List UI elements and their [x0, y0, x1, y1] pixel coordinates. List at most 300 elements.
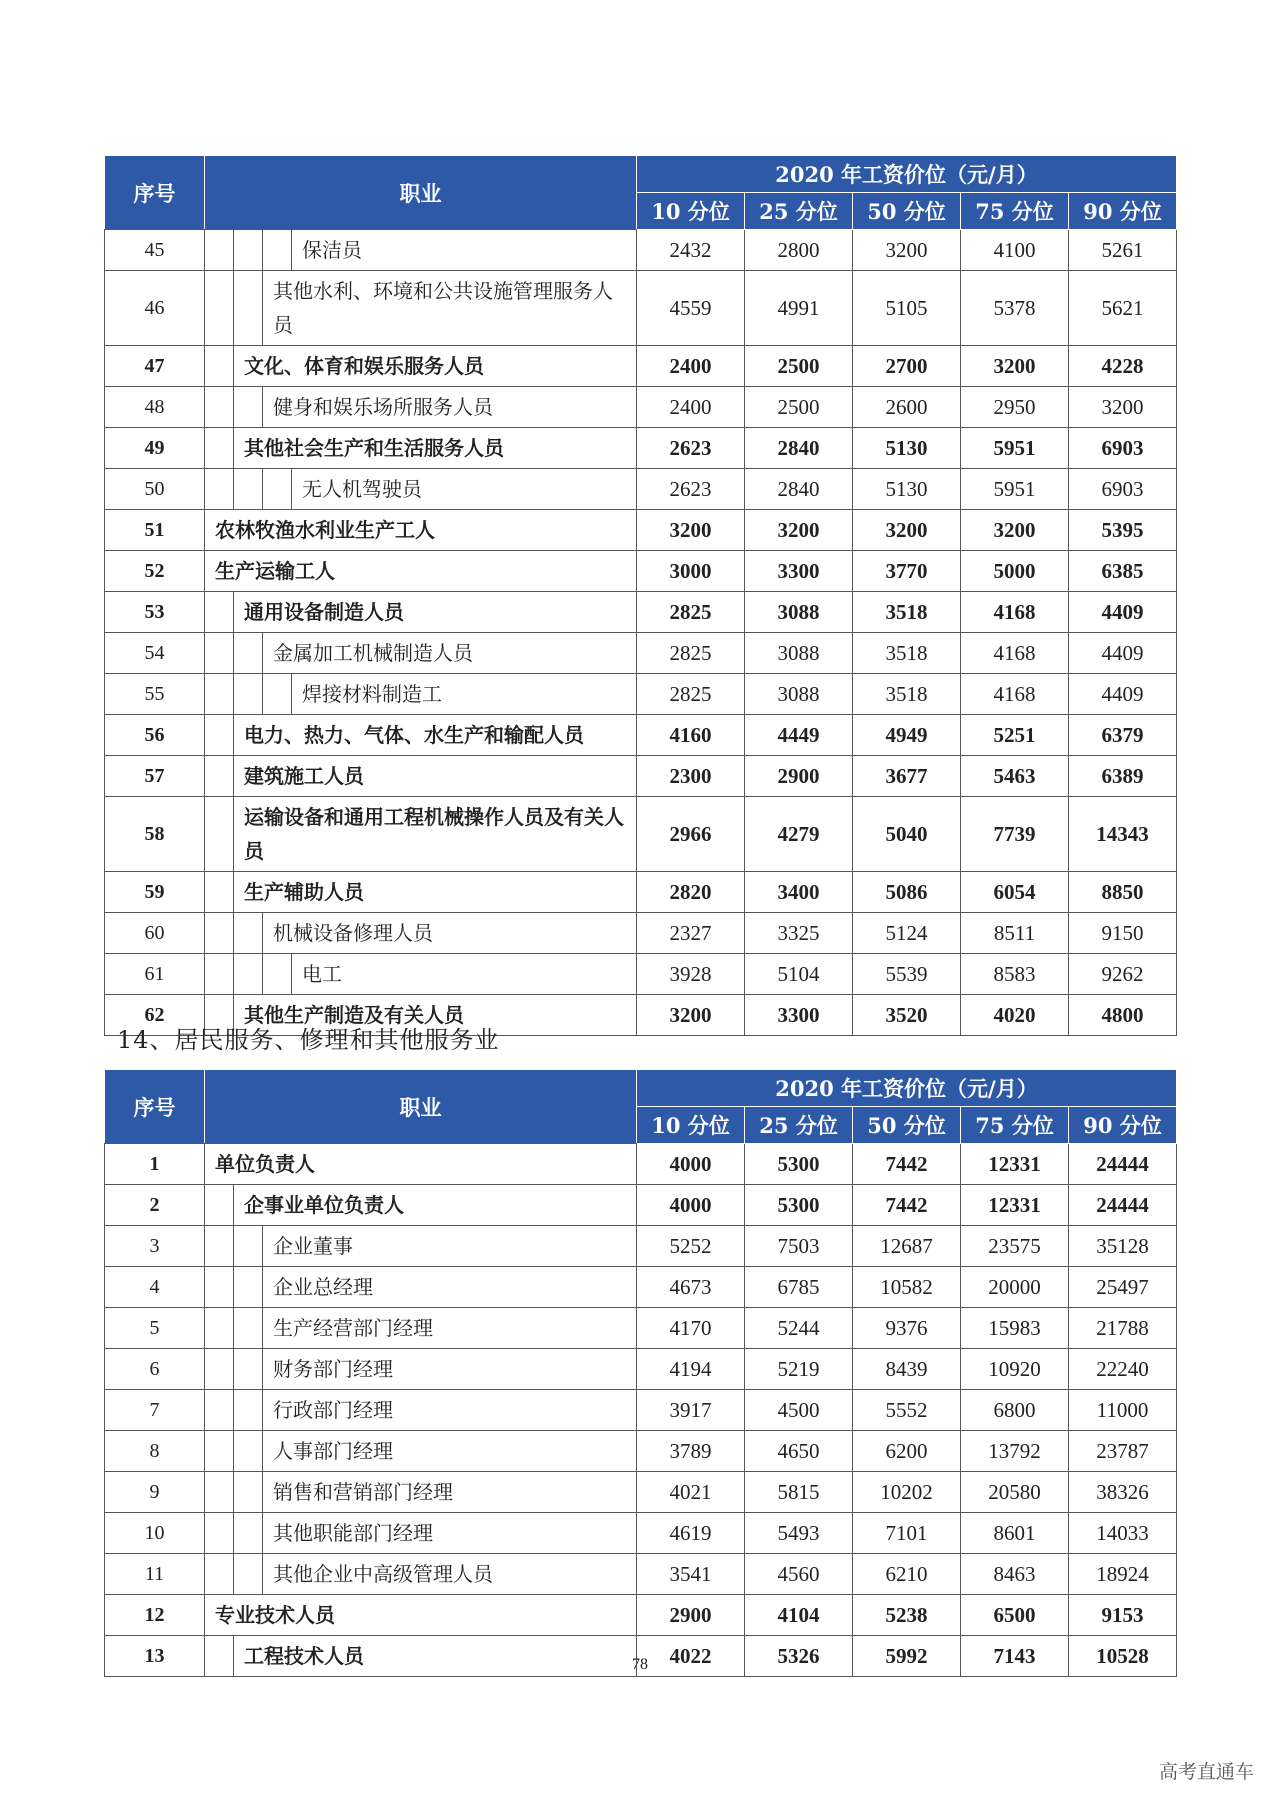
indent-rule — [205, 1390, 234, 1430]
row-p25-value: 4104 — [745, 1595, 853, 1636]
row-p10-value: 2400 — [637, 346, 745, 387]
row-seq: 45 — [105, 230, 205, 271]
row-p75-value: 4168 — [961, 592, 1069, 633]
row-p10-value: 2900 — [637, 1595, 745, 1636]
row-p75-value: 7143 — [961, 1636, 1069, 1677]
indent-rule — [205, 387, 234, 427]
row-p75-value: 6054 — [961, 872, 1069, 913]
row-p10-value: 4021 — [637, 1472, 745, 1513]
row-p10-value: 3928 — [637, 954, 745, 995]
row-p90-value: 24444 — [1069, 1144, 1177, 1185]
indent-rule — [263, 230, 292, 270]
row-occupation: 企业董事 — [273, 1234, 353, 1258]
row-occupation-cell — [205, 346, 637, 387]
row-occupation: 其他企业中高级管理人员 — [273, 1562, 493, 1586]
row-seq: 1 — [105, 1144, 205, 1185]
row-occupation: 企业总经理 — [273, 1275, 373, 1299]
row-p90-value: 10528 — [1069, 1636, 1177, 1677]
indent-rule — [234, 1554, 263, 1594]
indent-rule — [234, 1513, 263, 1553]
row-p90-value: 8850 — [1069, 872, 1177, 913]
row-p90-value: 5261 — [1069, 230, 1177, 271]
row-seq: 61 — [105, 954, 205, 995]
row-p10-value: 2825 — [637, 633, 745, 674]
row-p25-value: 5300 — [745, 1144, 853, 1185]
row-occupation-cell — [205, 715, 637, 756]
table-row — [105, 797, 1177, 872]
row-p50-value: 6210 — [853, 1554, 961, 1595]
row-p50-value: 7442 — [853, 1144, 961, 1185]
row-seq: 13 — [105, 1636, 205, 1677]
row-occupation-cell — [205, 271, 637, 346]
row-p10-value: 3789 — [637, 1431, 745, 1472]
row-p25-value: 3088 — [745, 592, 853, 633]
row-occupation: 生产辅助人员 — [244, 880, 364, 904]
row-p50-value: 5130 — [853, 428, 961, 469]
row-occupation: 通用设备制造人员 — [244, 600, 404, 624]
row-seq: 51 — [105, 510, 205, 551]
row-occupation: 健身和娱乐场所服务人员 — [273, 395, 493, 419]
row-p90-value: 38326 — [1069, 1472, 1177, 1513]
row-p90-value: 6379 — [1069, 715, 1177, 756]
table-row — [105, 428, 1177, 469]
row-p75-value: 5951 — [961, 428, 1069, 469]
indent-rule — [205, 633, 234, 673]
row-p50-value: 10202 — [853, 1472, 961, 1513]
row-p25-value: 4560 — [745, 1554, 853, 1595]
row-occupation-cell — [205, 756, 637, 797]
row-p10-value: 2400 — [637, 387, 745, 428]
row-p90-value: 14343 — [1069, 797, 1177, 872]
indent-rule — [234, 633, 263, 673]
row-p90-value: 4409 — [1069, 674, 1177, 715]
row-occupation-cell — [205, 1267, 637, 1308]
seq-header: 序号 — [105, 1070, 205, 1144]
row-p75-value: 8583 — [961, 954, 1069, 995]
wage-title-header: 2020 年工资价位（元/月） — [637, 1070, 1177, 1107]
row-occupation-cell — [205, 1226, 637, 1267]
wage-table-1 — [104, 155, 1177, 1036]
table-row — [105, 1308, 1177, 1349]
indent-rule — [205, 1513, 234, 1553]
indent-rule — [205, 469, 234, 509]
table-row — [105, 715, 1177, 756]
p90-header: 90 分位 — [1069, 1107, 1177, 1144]
table-row — [105, 1513, 1177, 1554]
row-occupation: 其他职能部门经理 — [273, 1521, 433, 1545]
row-p50-value: 5124 — [853, 913, 961, 954]
row-occupation-cell — [205, 1472, 637, 1513]
row-p10-value: 4000 — [637, 1185, 745, 1226]
indent-rule — [205, 913, 234, 953]
row-seq: 5 — [105, 1308, 205, 1349]
row-p50-value: 8439 — [853, 1349, 961, 1390]
row-p90-value: 5621 — [1069, 271, 1177, 346]
row-p75-value: 5463 — [961, 756, 1069, 797]
row-p75-value: 15983 — [961, 1308, 1069, 1349]
row-p75-value: 12331 — [961, 1185, 1069, 1226]
indent-rule — [234, 1226, 263, 1266]
row-p10-value: 3200 — [637, 995, 745, 1036]
indent-rule — [205, 954, 234, 994]
row-p25-value: 5244 — [745, 1308, 853, 1349]
indent-rule — [205, 1349, 234, 1389]
row-p10-value: 4194 — [637, 1349, 745, 1390]
indent-rule — [263, 954, 292, 994]
row-p50-value: 9376 — [853, 1308, 961, 1349]
row-p50-value: 5552 — [853, 1390, 961, 1431]
row-p75-value: 13792 — [961, 1431, 1069, 1472]
row-p75-value: 20000 — [961, 1267, 1069, 1308]
row-seq: 10 — [105, 1513, 205, 1554]
p10-header: 10 分位 — [637, 1107, 745, 1144]
row-seq: 57 — [105, 756, 205, 797]
row-p25-value: 7503 — [745, 1226, 853, 1267]
row-p10-value: 3200 — [637, 510, 745, 551]
table-row — [105, 913, 1177, 954]
table-row — [105, 230, 1177, 271]
row-p50-value: 5238 — [853, 1595, 961, 1636]
indent-rule — [205, 674, 234, 714]
row-p50-value: 3200 — [853, 230, 961, 271]
p10-header: 10 分位 — [637, 193, 745, 230]
occupation-header: 职业 — [205, 1070, 637, 1144]
row-p25-value: 3200 — [745, 510, 853, 551]
row-p75-value: 4168 — [961, 674, 1069, 715]
table-row — [105, 1144, 1177, 1185]
row-p10-value: 2432 — [637, 230, 745, 271]
indent-rule — [205, 1226, 234, 1266]
row-p25-value: 2840 — [745, 469, 853, 510]
watermark: 高考直通车 — [1158, 1761, 1254, 1783]
row-occupation: 电工 — [302, 962, 342, 986]
row-p75-value: 3200 — [961, 346, 1069, 387]
row-p10-value: 2820 — [637, 872, 745, 913]
indent-rule — [234, 1431, 263, 1471]
row-p50-value: 4949 — [853, 715, 961, 756]
row-p75-value: 8511 — [961, 913, 1069, 954]
row-p25-value: 3088 — [745, 633, 853, 674]
table-row — [105, 1595, 1177, 1636]
row-p50-value: 12687 — [853, 1226, 961, 1267]
p50-header: 50 分位 — [853, 1107, 961, 1144]
row-p10-value: 3917 — [637, 1390, 745, 1431]
row-seq: 7 — [105, 1390, 205, 1431]
row-occupation-cell — [205, 954, 637, 995]
table-row — [105, 872, 1177, 913]
row-p90-value: 4409 — [1069, 633, 1177, 674]
table-row — [105, 551, 1177, 592]
row-p25-value: 3400 — [745, 872, 853, 913]
row-seq: 62 — [105, 995, 205, 1036]
table-row — [105, 633, 1177, 674]
indent-rule — [234, 674, 263, 714]
row-occupation: 保洁员 — [302, 238, 362, 262]
indent-rule — [205, 1636, 234, 1676]
row-p90-value: 4409 — [1069, 592, 1177, 633]
row-p50-value: 2700 — [853, 346, 961, 387]
wage-title-header: 2020 年工资价位（元/月） — [637, 156, 1177, 193]
p50-header: 50 分位 — [853, 193, 961, 230]
indent-rule — [205, 1185, 234, 1225]
row-occupation: 机械设备修理人员 — [273, 921, 433, 945]
p25-header: 25 分位 — [745, 1107, 853, 1144]
row-p90-value: 6903 — [1069, 428, 1177, 469]
row-p50-value: 3518 — [853, 674, 961, 715]
row-occupation-cell — [205, 633, 637, 674]
row-p90-value: 25497 — [1069, 1267, 1177, 1308]
table-row — [105, 592, 1177, 633]
row-p25-value: 5815 — [745, 1472, 853, 1513]
table-row — [105, 674, 1177, 715]
table-row — [105, 954, 1177, 995]
row-seq: 55 — [105, 674, 205, 715]
row-p50-value: 5105 — [853, 271, 961, 346]
row-p25-value: 5493 — [745, 1513, 853, 1554]
row-p50-value: 7101 — [853, 1513, 961, 1554]
row-p50-value: 3677 — [853, 756, 961, 797]
indent-rule — [234, 1267, 263, 1307]
table-row — [105, 1226, 1177, 1267]
indent-rule — [205, 346, 234, 386]
indent-rule — [205, 872, 234, 912]
row-p75-value: 5378 — [961, 271, 1069, 346]
row-p10-value: 2623 — [637, 428, 745, 469]
row-p90-value: 18924 — [1069, 1554, 1177, 1595]
row-p75-value: 20580 — [961, 1472, 1069, 1513]
indent-rule — [205, 1472, 234, 1512]
indent-rule — [234, 469, 263, 509]
row-p90-value: 35128 — [1069, 1226, 1177, 1267]
row-p25-value: 2500 — [745, 346, 853, 387]
row-p90-value: 4800 — [1069, 995, 1177, 1036]
indent-rule — [234, 954, 263, 994]
indent-rule — [234, 1390, 263, 1430]
row-p25-value: 3300 — [745, 995, 853, 1036]
row-occupation: 工程技术人员 — [244, 1644, 364, 1668]
row-p50-value: 3520 — [853, 995, 961, 1036]
indent-rule — [234, 913, 263, 953]
row-p75-value: 5000 — [961, 551, 1069, 592]
row-p75-value: 5251 — [961, 715, 1069, 756]
indent-rule — [234, 1349, 263, 1389]
row-p50-value: 7442 — [853, 1185, 961, 1226]
row-occupation-cell — [205, 1636, 637, 1677]
row-p50-value: 6200 — [853, 1431, 961, 1472]
row-p50-value: 5130 — [853, 469, 961, 510]
row-occupation-cell — [205, 1308, 637, 1349]
table-row — [105, 1267, 1177, 1308]
row-p75-value: 2950 — [961, 387, 1069, 428]
row-occupation-cell — [205, 913, 637, 954]
row-occupation-cell — [205, 230, 637, 271]
p90-header: 90 分位 — [1069, 193, 1177, 230]
row-seq: 52 — [105, 551, 205, 592]
indent-rule — [234, 1472, 263, 1512]
row-p75-value: 6500 — [961, 1595, 1069, 1636]
row-occupation-cell — [205, 1144, 637, 1185]
row-p10-value: 3541 — [637, 1554, 745, 1595]
row-p10-value: 4619 — [637, 1513, 745, 1554]
row-p10-value: 2300 — [637, 756, 745, 797]
row-p90-value: 4228 — [1069, 346, 1177, 387]
row-p25-value: 4500 — [745, 1390, 853, 1431]
row-occupation-cell — [205, 428, 637, 469]
indent-rule — [205, 1267, 234, 1307]
row-occupation: 专业技术人员 — [215, 1603, 335, 1627]
row-p25-value: 4650 — [745, 1431, 853, 1472]
row-p10-value: 5252 — [637, 1226, 745, 1267]
occupation-header: 职业 — [205, 156, 637, 230]
row-occupation-cell — [205, 592, 637, 633]
table-row — [105, 1390, 1177, 1431]
row-seq: 12 — [105, 1595, 205, 1636]
row-occupation: 企事业单位负责人 — [244, 1193, 404, 1217]
row-seq: 49 — [105, 428, 205, 469]
row-p25-value: 2900 — [745, 756, 853, 797]
row-p75-value: 10920 — [961, 1349, 1069, 1390]
row-p75-value: 6800 — [961, 1390, 1069, 1431]
row-occupation: 其他社会生产和生活服务人员 — [244, 436, 504, 460]
row-occupation-cell — [205, 674, 637, 715]
indent-rule — [263, 674, 292, 714]
page-number: 78 — [632, 1656, 648, 1673]
row-p25-value: 6785 — [745, 1267, 853, 1308]
row-seq: 50 — [105, 469, 205, 510]
row-seq: 46 — [105, 271, 205, 346]
row-occupation-cell — [205, 1390, 637, 1431]
row-p90-value: 24444 — [1069, 1185, 1177, 1226]
indent-rule — [205, 715, 234, 755]
row-occupation: 其他水利、环境和公共设施管理服务人员 — [273, 279, 613, 337]
row-seq: 54 — [105, 633, 205, 674]
row-p25-value: 2800 — [745, 230, 853, 271]
row-p90-value: 9262 — [1069, 954, 1177, 995]
row-p10-value: 4559 — [637, 271, 745, 346]
row-occupation: 运输设备和通用工程机械操作人员及有关人员 — [244, 805, 624, 863]
table-row — [105, 1472, 1177, 1513]
indent-rule — [234, 1308, 263, 1348]
row-p90-value: 6385 — [1069, 551, 1177, 592]
row-p50-value: 5539 — [853, 954, 961, 995]
row-p50-value: 5040 — [853, 797, 961, 872]
indent-rule — [205, 1554, 234, 1594]
row-p75-value: 12331 — [961, 1144, 1069, 1185]
row-p10-value: 4022 — [637, 1636, 745, 1677]
row-p10-value: 2825 — [637, 592, 745, 633]
row-seq: 60 — [105, 913, 205, 954]
row-p25-value: 4449 — [745, 715, 853, 756]
row-p50-value: 2600 — [853, 387, 961, 428]
row-p10-value: 2327 — [637, 913, 745, 954]
row-p10-value: 2825 — [637, 674, 745, 715]
row-p25-value: 5219 — [745, 1349, 853, 1390]
row-occupation: 文化、体育和娱乐服务人员 — [244, 354, 484, 378]
indent-rule — [234, 387, 263, 427]
row-p50-value: 3200 — [853, 510, 961, 551]
indent-rule — [263, 469, 292, 509]
indent-rule — [205, 1308, 234, 1348]
row-occupation-cell — [205, 510, 637, 551]
row-occupation-cell — [205, 797, 637, 872]
row-p25-value: 3088 — [745, 674, 853, 715]
row-occupation: 生产经营部门经理 — [273, 1316, 433, 1340]
row-seq: 6 — [105, 1349, 205, 1390]
seq-header: 序号 — [105, 156, 205, 230]
row-p90-value: 23787 — [1069, 1431, 1177, 1472]
row-occupation-cell — [205, 872, 637, 913]
row-p75-value: 5951 — [961, 469, 1069, 510]
row-p90-value: 3200 — [1069, 387, 1177, 428]
table-row — [105, 1349, 1177, 1390]
row-occupation: 其他生产制造及有关人员 — [244, 1003, 464, 1027]
table-row — [105, 1431, 1177, 1472]
indent-rule — [234, 271, 263, 345]
table-row — [105, 1185, 1177, 1226]
row-p10-value: 4170 — [637, 1308, 745, 1349]
row-occupation: 单位负责人 — [215, 1152, 315, 1176]
row-seq: 9 — [105, 1472, 205, 1513]
row-seq: 2 — [105, 1185, 205, 1226]
row-occupation-cell — [205, 1513, 637, 1554]
row-occupation: 电力、热力、气体、水生产和输配人员 — [244, 723, 584, 747]
row-p25-value: 5104 — [745, 954, 853, 995]
row-occupation: 行政部门经理 — [273, 1398, 393, 1422]
row-seq: 48 — [105, 387, 205, 428]
row-p90-value: 9153 — [1069, 1595, 1177, 1636]
p25-header: 25 分位 — [745, 193, 853, 230]
row-p75-value: 4020 — [961, 995, 1069, 1036]
row-p90-value: 6389 — [1069, 756, 1177, 797]
row-p10-value: 2966 — [637, 797, 745, 872]
row-p50-value: 5992 — [853, 1636, 961, 1677]
indent-rule — [205, 1431, 234, 1471]
row-p25-value: 3325 — [745, 913, 853, 954]
row-p10-value: 4000 — [637, 1144, 745, 1185]
table-row — [105, 510, 1177, 551]
row-p90-value: 11000 — [1069, 1390, 1177, 1431]
indent-rule — [234, 230, 263, 270]
row-seq: 58 — [105, 797, 205, 872]
row-p25-value: 2500 — [745, 387, 853, 428]
row-seq: 53 — [105, 592, 205, 633]
row-p25-value: 4991 — [745, 271, 853, 346]
indent-rule — [205, 271, 234, 345]
row-occupation: 建筑施工人员 — [244, 764, 364, 788]
row-p25-value: 5300 — [745, 1185, 853, 1226]
p75-header: 75 分位 — [961, 1107, 1069, 1144]
row-seq: 8 — [105, 1431, 205, 1472]
row-p50-value: 10582 — [853, 1267, 961, 1308]
row-p25-value: 5326 — [745, 1636, 853, 1677]
row-seq: 4 — [105, 1267, 205, 1308]
indent-rule — [205, 592, 234, 632]
row-p75-value: 7739 — [961, 797, 1069, 872]
indent-rule — [205, 428, 234, 468]
table-row — [105, 387, 1177, 428]
row-p25-value: 2840 — [745, 428, 853, 469]
row-seq: 3 — [105, 1226, 205, 1267]
row-p90-value: 9150 — [1069, 913, 1177, 954]
row-p10-value: 4160 — [637, 715, 745, 756]
row-p50-value: 5086 — [853, 872, 961, 913]
row-p90-value: 5395 — [1069, 510, 1177, 551]
indent-rule — [205, 797, 234, 871]
row-p25-value: 3300 — [745, 551, 853, 592]
row-occupation-cell — [205, 551, 637, 592]
p75-header: 75 分位 — [961, 193, 1069, 230]
row-p50-value: 3518 — [853, 592, 961, 633]
